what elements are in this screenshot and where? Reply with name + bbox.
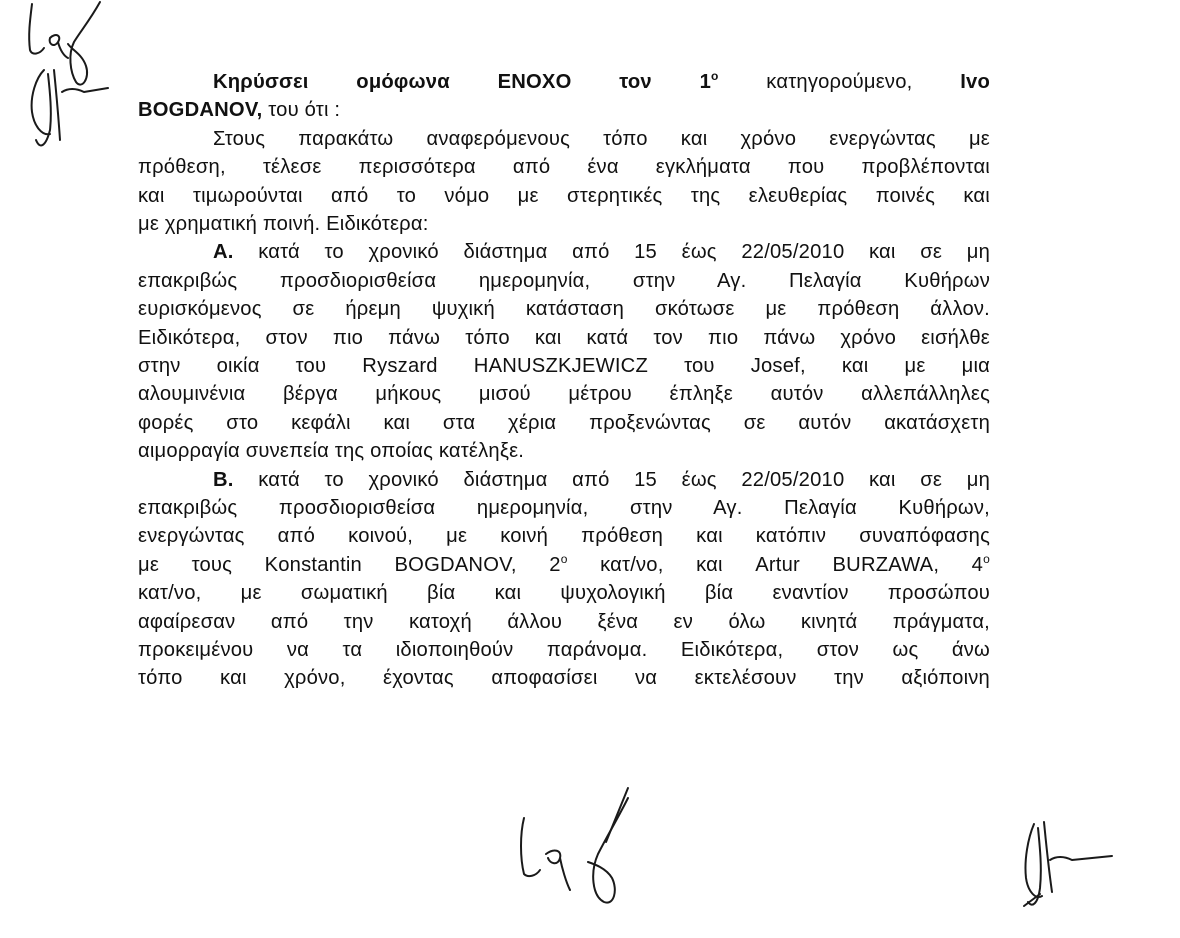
verdict-continuation: του ότι : xyxy=(262,99,341,122)
section-label-a: Α. xyxy=(213,241,234,264)
pB-line-3: ενεργώντας από κοινού, με κοινή πρόθεση και κατόπιν συναπόφασης xyxy=(138,525,990,548)
ordinal-sup-2: ο xyxy=(560,551,568,566)
section-label-b: Β. xyxy=(213,468,234,491)
pB-line-4 xyxy=(138,551,990,579)
p1-line-1: Στους παρακάτω αναφερόμενους τόπο και χρόνο ενεργώντας με xyxy=(213,127,990,150)
pB-line-5: κατ/νο, με σωματική βία και ψυχολογική βία εναντίον προσώπου xyxy=(138,582,990,605)
verdict-declaration: Κηρύσσει ομόφωνα ΕΝΟΧΟ τον 1 xyxy=(213,71,712,93)
p1-line-2: πρόθεση, τέλεσε περισσότερα από ένα εγκλήματα που προβλέπονται xyxy=(138,156,990,179)
pA-line-7: φορές στο κεφάλι και στα χέρια προξενώντας σε αυτόν ακατάσχετη xyxy=(138,411,990,434)
defendant-first-name: Ivo xyxy=(960,71,990,93)
ordinal-sup-4: ο xyxy=(983,551,990,566)
pB-line-8: τόπο και χρόνο, έχοντας αποφασίσει να εκτελέσουν την αξιόποινη xyxy=(138,667,990,690)
pB-line-2: επακριβώς προσδιορισθείσα ημερομηνία, στην Αγ. Πελαγία Κυθήρων, xyxy=(138,497,990,519)
p1-line-3: και τιμωρούνται από το νόμο με στερητικές της ελευθερίας ποινές και xyxy=(138,184,990,207)
pB-line-1 xyxy=(138,466,990,494)
pA-first-text: κατά το χρονικό διάστημα από 15 έως 22/05/2010 και σε μη xyxy=(233,241,990,264)
pB-l4-text-b: κατ/νο, και Artur BURZAWA, 4 xyxy=(567,553,984,576)
verdict-line-1 xyxy=(138,68,990,96)
pB-first-text: κατά το χρονικό διάστημα από 15 έως 22/05/2010 και σε μη xyxy=(233,468,990,491)
pB-line-6: αφαίρεσαν από την κατοχή άλλου ξένα εν όλω κινητά πράγματα, xyxy=(138,610,990,633)
pA-line-3: ευρισκόμενος σε ήρεμη ψυχική κατάσταση σκότωσε με πρόθεση άλλον. xyxy=(138,298,990,321)
pB-l4-text-a: με τους Konstantin BOGDANOV, 2 xyxy=(138,553,561,576)
verdict-role: κατηγορούμενο, xyxy=(718,71,961,93)
pA-line-8: αιμορραγία συνεπεία της οποίας κατέληξε. xyxy=(138,440,525,463)
pA-line-1 xyxy=(138,238,990,266)
footer-signature-right xyxy=(1000,808,1140,918)
margin-signature-top-left xyxy=(10,0,120,160)
pA-line-6: αλουμινένια βέργα μήκους μισού μέτρου έπληξε αυτόν αλλεπάλληλες xyxy=(138,383,990,406)
ordinal-sup: ο xyxy=(711,69,719,83)
footer-initials xyxy=(510,778,710,918)
defendant-surname: BOGDANOV, xyxy=(138,99,263,122)
pB-line-7: προκειμένου να τα ιδιοποιηθούν παράνομα. Ειδικότερα, στον ως άνω xyxy=(138,639,990,661)
pA-line-4: Ειδικότερα, στον πιο πάνω τόπο και κατά τον πιο πάνω χρόνο εισήλθε xyxy=(138,326,990,349)
verdict-line-2 xyxy=(138,96,990,124)
pA-line-5: στην οικία του Ryszard HANUSZKJEWICZ του Josef, και με μια xyxy=(138,355,990,377)
pA-line-2: επακριβώς προσδιορισθείσα ημερομηνία, στην Αγ. Πελαγία Κυθήρων xyxy=(138,269,990,292)
p1-line-4: με χρηματική ποινή. Ειδικότερα: xyxy=(138,213,429,235)
